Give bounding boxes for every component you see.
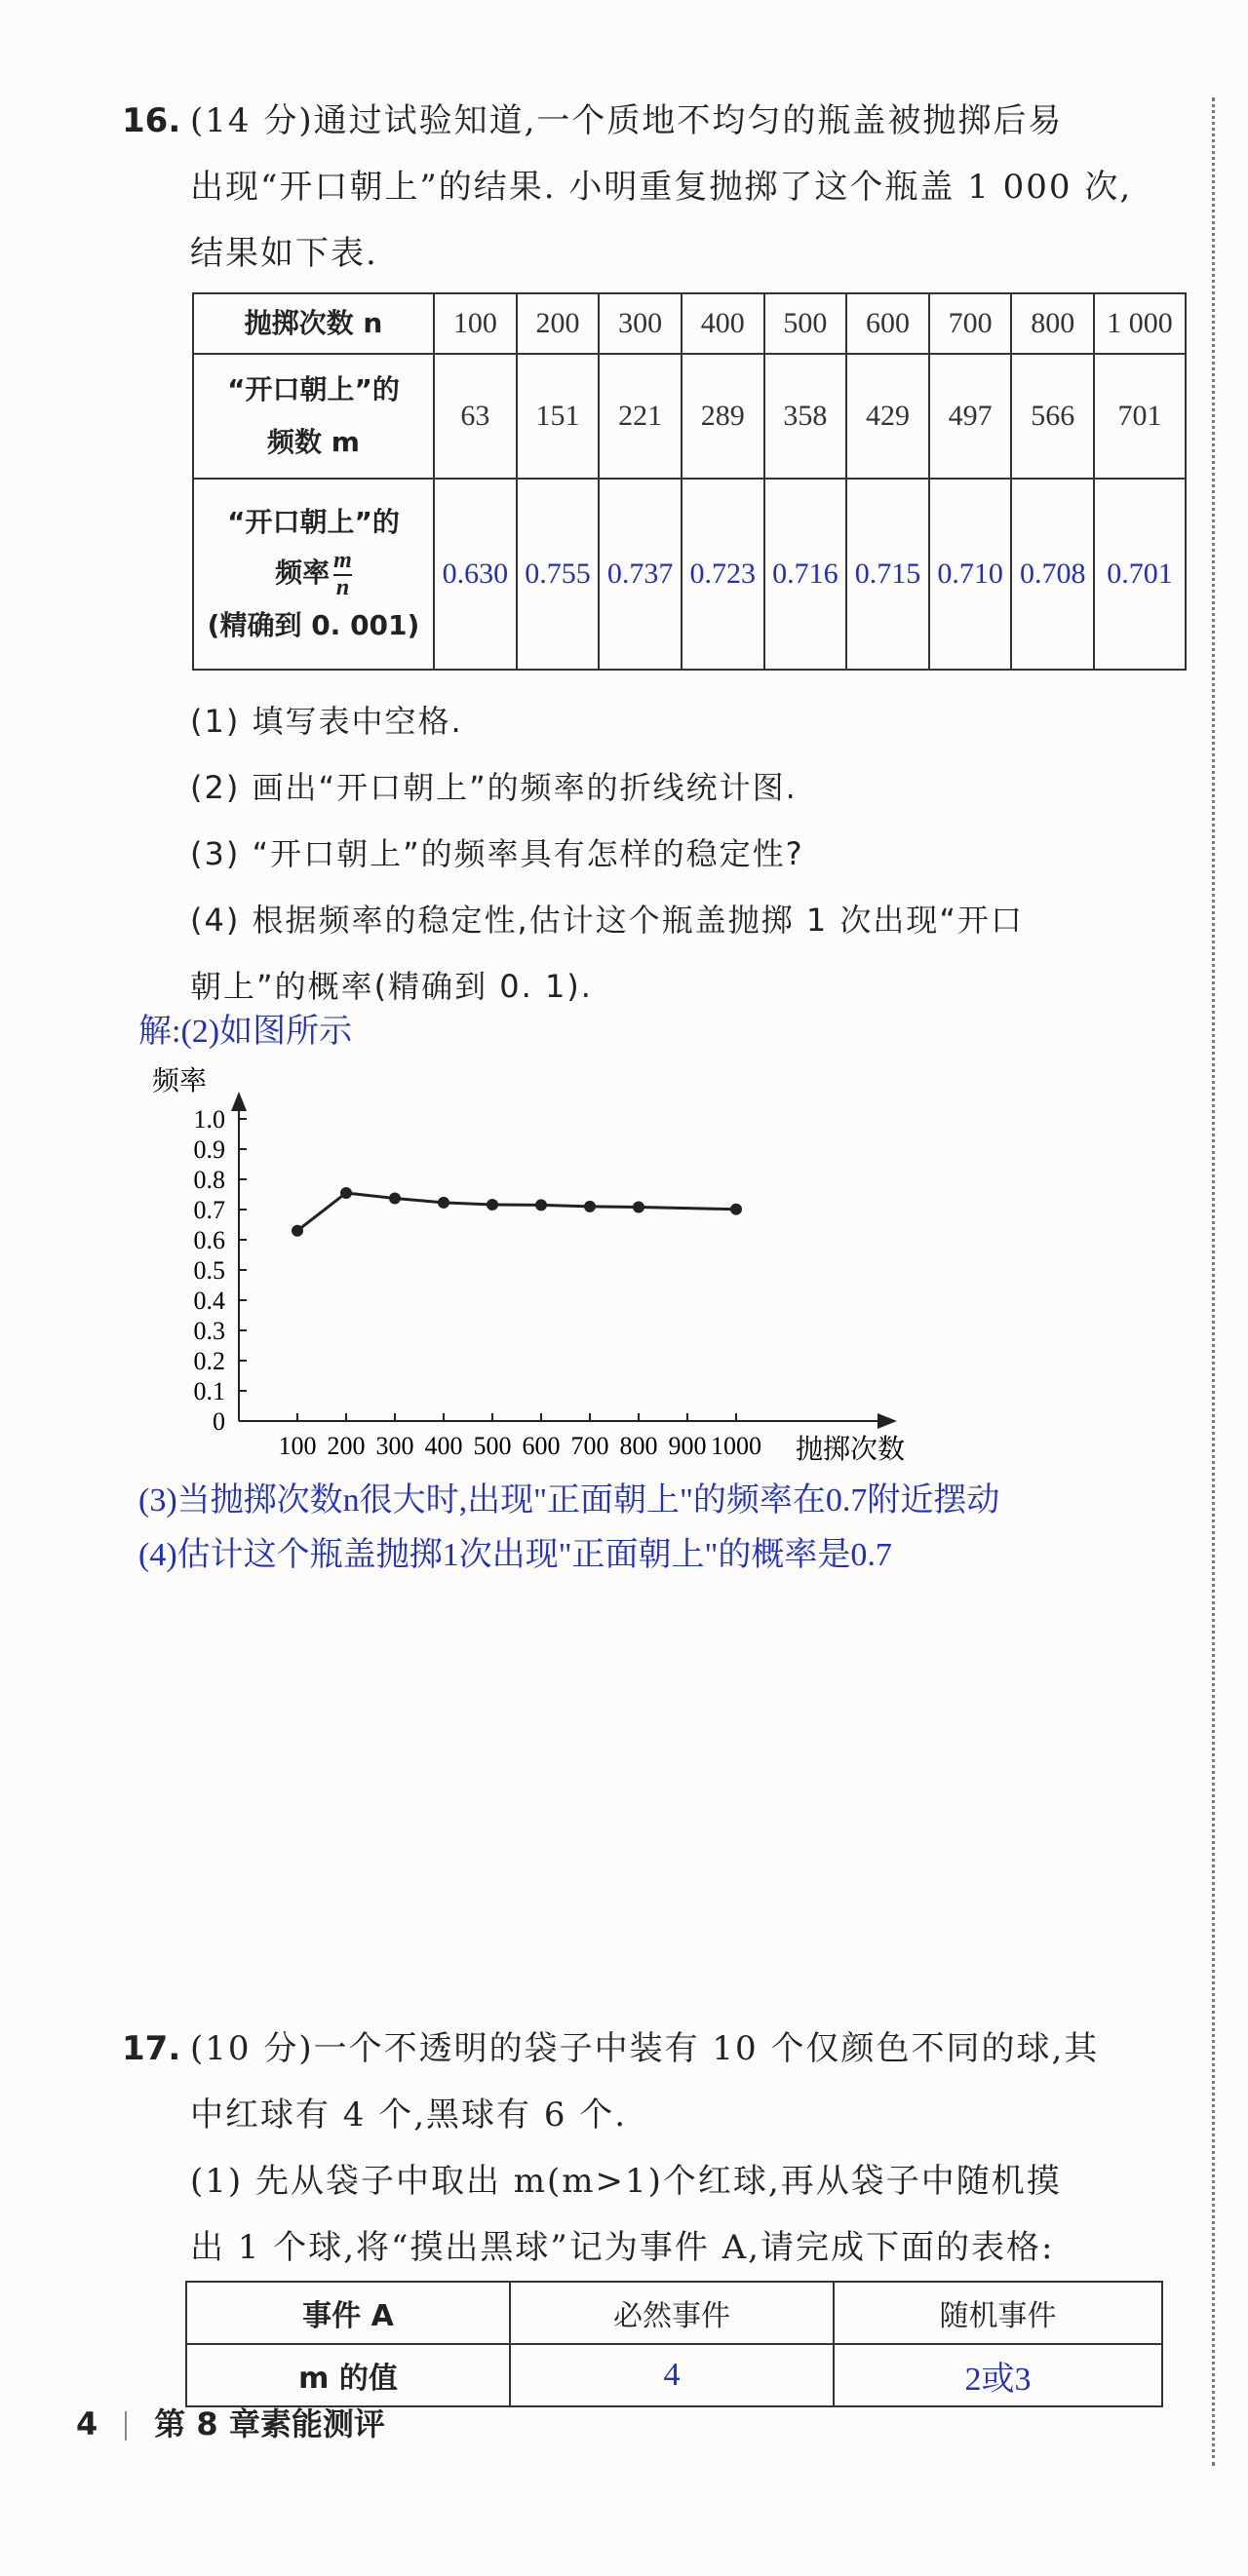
y-tick-label: 0 <box>213 1407 225 1436</box>
x-tick-label: 300 <box>375 1432 414 1460</box>
table-header-n: 抛掷次数 n <box>193 293 434 354</box>
y-tick-label: 0.8 <box>193 1166 225 1194</box>
subquestion: 朝上”的概率(精确到 0. 1). <box>190 968 593 1005</box>
x-tick-label: 200 <box>327 1432 366 1460</box>
q17-stem <box>190 2016 1204 2281</box>
chart-axes <box>231 1092 897 1429</box>
m-value: 429 <box>846 354 929 479</box>
page-footer <box>76 2400 385 2444</box>
header-line: “开口朝上”的 <box>227 373 400 405</box>
page-number: 4 <box>76 2405 98 2442</box>
freq-answer: 0.723 <box>682 479 764 670</box>
footer-divider <box>125 2411 127 2441</box>
m-value: 221 <box>599 354 682 479</box>
data-point <box>487 1199 498 1211</box>
freq-answer: 0.715 <box>846 479 929 670</box>
m-value: 701 <box>1094 354 1186 479</box>
dotted-margin-rule <box>1212 97 1215 2466</box>
frequency-line-chart <box>136 1053 936 1481</box>
freq-answer: 0.630 <box>434 479 517 670</box>
n-value: 800 <box>1011 293 1094 354</box>
subquestion: (2) 画出“开口朝上”的频率的折线统计图. <box>190 769 798 806</box>
freq-answer: 0.716 <box>764 479 847 670</box>
answer-4: (4)估计这个瓶盖抛掷1次出现"正面朝上"的概率是0.7 <box>138 1537 892 1573</box>
y-tick-label: 1.0 <box>193 1105 225 1134</box>
data-point <box>292 1225 303 1237</box>
fraction-top: m <box>333 549 352 576</box>
subquestion: (3) “开口朝上”的频率具有怎样的稳定性? <box>190 835 804 872</box>
data-point <box>438 1197 449 1209</box>
header-line: “开口朝上”的 <box>227 506 400 538</box>
freq-answer: 0.737 <box>599 479 682 670</box>
q16-stem <box>190 88 1204 287</box>
m-value: 289 <box>682 354 764 479</box>
y-tick-label: 0.9 <box>193 1135 225 1164</box>
data-point <box>584 1201 596 1212</box>
y-tick-label: 0.1 <box>193 1377 225 1405</box>
frequency-series-line <box>297 1193 736 1231</box>
x-tick-label: 100 <box>278 1432 317 1460</box>
subquestion: (4) 根据频率的稳定性,估计这个瓶盖抛掷 1 次出现“开口 <box>190 902 1024 939</box>
n-value: 500 <box>764 293 847 354</box>
header-event-a: 事件 A <box>186 2282 510 2344</box>
x-tick-label: 600 <box>522 1432 561 1460</box>
n-value: 1 000 <box>1094 293 1186 354</box>
n-value: 200 <box>517 293 600 354</box>
table-header-m <box>193 354 434 479</box>
answer-3: (3)当抛掷次数n很大时,出现"正面朝上"的频率在0.7附近摆动 <box>138 1482 1000 1519</box>
freq-answer: 0.708 <box>1011 479 1094 670</box>
q17-number: 17. <box>122 2029 181 2068</box>
answer-certain: 4 <box>510 2344 834 2406</box>
header-random-event: 随机事件 <box>834 2282 1162 2344</box>
q17-stem-line: (10 分)一个不透明的袋子中装有 10 个仅颜色不同的球,其 <box>190 2029 1100 2068</box>
answers-3-4 <box>138 1474 999 1583</box>
x-tick-label: 800 <box>619 1432 658 1460</box>
answer-intro: 解:(2)如图所示 <box>138 1014 353 1050</box>
table-header-freq <box>193 479 434 670</box>
y-tick-label: 0.5 <box>193 1256 225 1285</box>
q16-stem-line: 出现“开口朝上”的结果. 小明重复抛掷了这个瓶盖 1 000 次, <box>190 168 1133 207</box>
freq-answer: 0.701 <box>1094 479 1186 670</box>
n-value: 300 <box>599 293 682 354</box>
x-tick-label: 700 <box>570 1432 609 1460</box>
q17-stem-line: 中红球有 4 个,黑球有 6 个. <box>190 2095 628 2134</box>
y-tick-label: 0.2 <box>193 1347 225 1375</box>
q17-table <box>185 2281 1163 2407</box>
freq-answer: 0.755 <box>517 479 600 670</box>
x-tick-label: 400 <box>424 1432 463 1460</box>
chapter-title: 第 8 章素能测评 <box>154 2405 385 2442</box>
m-value: 151 <box>517 354 600 479</box>
fraction-m-over-n <box>333 549 352 599</box>
header-text: 频率 <box>275 557 331 589</box>
row-m-value: m 的值 <box>186 2344 510 2406</box>
data-point <box>633 1202 644 1213</box>
x-tick-label: 900 <box>668 1432 707 1460</box>
data-point <box>340 1187 352 1199</box>
m-value: 358 <box>764 354 847 479</box>
x-tick-label: 500 <box>473 1432 512 1460</box>
subquestion: (1) 填写表中空格. <box>190 703 463 740</box>
q16-subquestions <box>190 688 1204 1019</box>
n-value: 400 <box>682 293 764 354</box>
q16-table <box>192 292 1187 671</box>
n-value: 600 <box>846 293 929 354</box>
x-axis-label: 抛掷次数 <box>796 1435 906 1465</box>
q16-stem-line: 结果如下表. <box>190 234 378 273</box>
n-value: 700 <box>929 293 1012 354</box>
n-value: 100 <box>434 293 517 354</box>
q16-number: 16. <box>122 101 181 140</box>
header-line: (精确到 0. 001) <box>207 609 420 641</box>
y-axis-label: 频率 <box>152 1066 208 1096</box>
q16-stem-line: (14 分)通过试验知道,一个质地不均匀的瓶盖被抛掷后易 <box>190 101 1064 140</box>
m-value: 63 <box>434 354 517 479</box>
y-tick-label: 0.3 <box>193 1317 225 1345</box>
y-tick-label: 0.7 <box>193 1196 225 1224</box>
x-axis-arrow <box>878 1413 897 1429</box>
data-point <box>730 1204 742 1215</box>
header-line <box>194 549 433 599</box>
data-point <box>535 1199 547 1211</box>
header-certain-event: 必然事件 <box>510 2282 834 2344</box>
fraction-bottom: n <box>335 575 350 600</box>
q17-stem-line: (1) 先从袋子中取出 m(m>1)个红球,再从袋子中随机摸 <box>190 2162 1062 2201</box>
freq-answer: 0.710 <box>929 479 1012 670</box>
data-point <box>389 1193 401 1205</box>
m-value: 497 <box>929 354 1012 479</box>
y-tick-label: 0.4 <box>193 1287 225 1315</box>
y-axis-arrow <box>231 1092 247 1111</box>
x-tick-label: 1000 <box>711 1432 761 1460</box>
y-tick-label: 0.6 <box>193 1226 225 1254</box>
answer-random: 2或3 <box>834 2344 1162 2406</box>
q17-stem-line: 出 1 个球,将“摸出黑球”记为事件 A,请完成下面的表格: <box>190 2228 1055 2267</box>
m-value: 566 <box>1011 354 1094 479</box>
header-line: 频数 m <box>267 426 360 458</box>
